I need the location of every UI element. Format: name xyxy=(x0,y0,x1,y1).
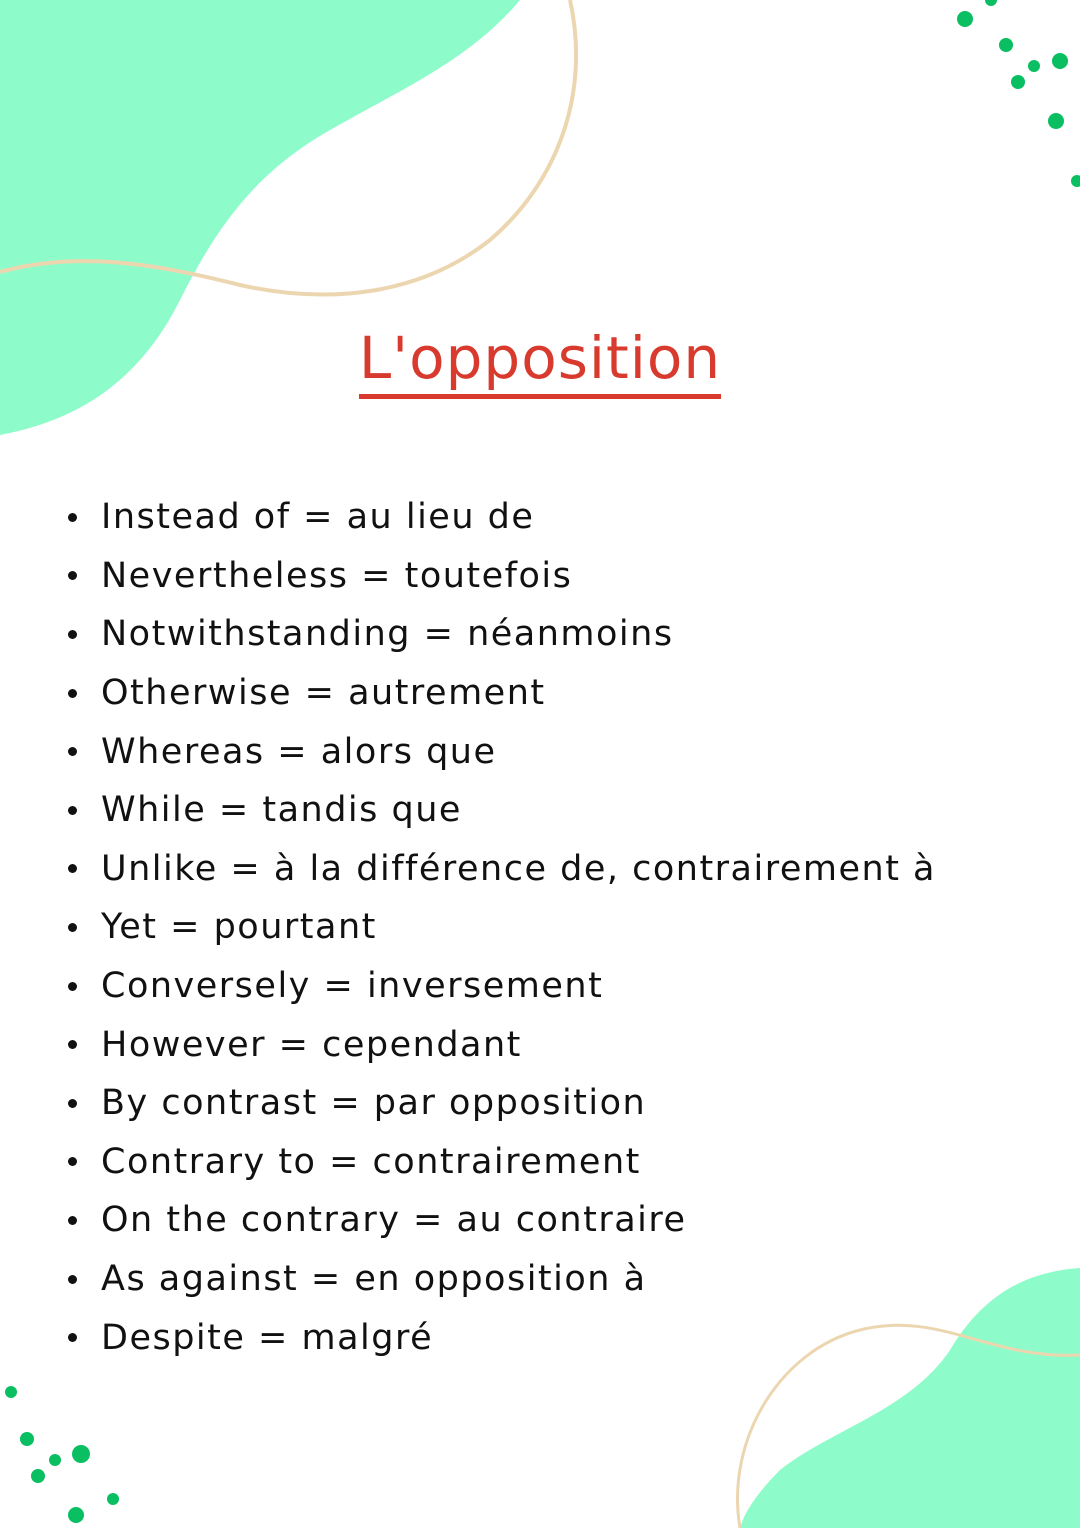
list-item-text: Conversely = inversement xyxy=(101,966,604,1007)
list-item-text: Nevertheless = toutefois xyxy=(101,555,573,596)
list-item-text: However = cependant xyxy=(101,1024,522,1065)
list-item xyxy=(68,781,936,840)
list-item-text: Yet = pourtant xyxy=(101,907,377,948)
dots-top-right xyxy=(957,0,1080,187)
list-item-text: Whereas = alors que xyxy=(101,731,497,772)
list-item xyxy=(68,488,936,547)
bullet-icon xyxy=(68,1333,77,1342)
bullet-icon xyxy=(68,923,77,932)
list-item xyxy=(68,1074,936,1133)
bullet-icon xyxy=(68,1040,77,1049)
bullet-icon xyxy=(68,806,77,815)
list-item xyxy=(68,722,936,781)
list-item xyxy=(68,1133,936,1192)
bullet-icon xyxy=(68,1157,77,1166)
list-item xyxy=(68,1191,936,1250)
bullet-icon xyxy=(68,747,77,756)
list-item xyxy=(68,898,936,957)
list-item-text: Otherwise = autrement xyxy=(101,673,546,714)
bullet-icon xyxy=(68,1216,77,1225)
list-item xyxy=(68,1015,936,1074)
bullet-icon xyxy=(68,689,77,698)
list-item xyxy=(68,957,936,1016)
bullet-icon xyxy=(68,1275,77,1284)
bullet-icon xyxy=(68,513,77,522)
dots-bottom-left xyxy=(5,1386,119,1523)
list-item-text: As against = en opposition à xyxy=(101,1259,647,1300)
list-item-text: By contrast = par opposition xyxy=(101,1083,647,1124)
list-item-text: Unlike = à la différence de, contrairement à xyxy=(101,848,936,889)
list-item xyxy=(68,547,936,606)
list-item xyxy=(68,840,936,899)
list-item xyxy=(68,605,936,664)
list-item-text: Despite = malgré xyxy=(101,1317,434,1358)
bullet-icon xyxy=(68,864,77,873)
list-item xyxy=(68,1250,936,1309)
list-item xyxy=(68,1308,936,1367)
bullet-icon xyxy=(68,982,77,991)
vocabulary-list xyxy=(68,488,936,1367)
bullet-icon xyxy=(68,1099,77,1108)
list-item-text: Contrary to = contrairement xyxy=(101,1141,641,1182)
list-item xyxy=(68,664,936,723)
list-item-text: Notwithstanding = néanmoins xyxy=(101,614,674,655)
list-item-text: While = tandis que xyxy=(101,790,462,831)
page-title-text: L'opposition xyxy=(359,322,721,399)
list-item-text: Instead of = au lieu de xyxy=(101,497,535,538)
page-title xyxy=(0,322,1080,399)
bullet-icon xyxy=(68,630,77,639)
list-item-text: On the contrary = au contraire xyxy=(101,1200,687,1241)
bullet-icon xyxy=(68,571,77,580)
